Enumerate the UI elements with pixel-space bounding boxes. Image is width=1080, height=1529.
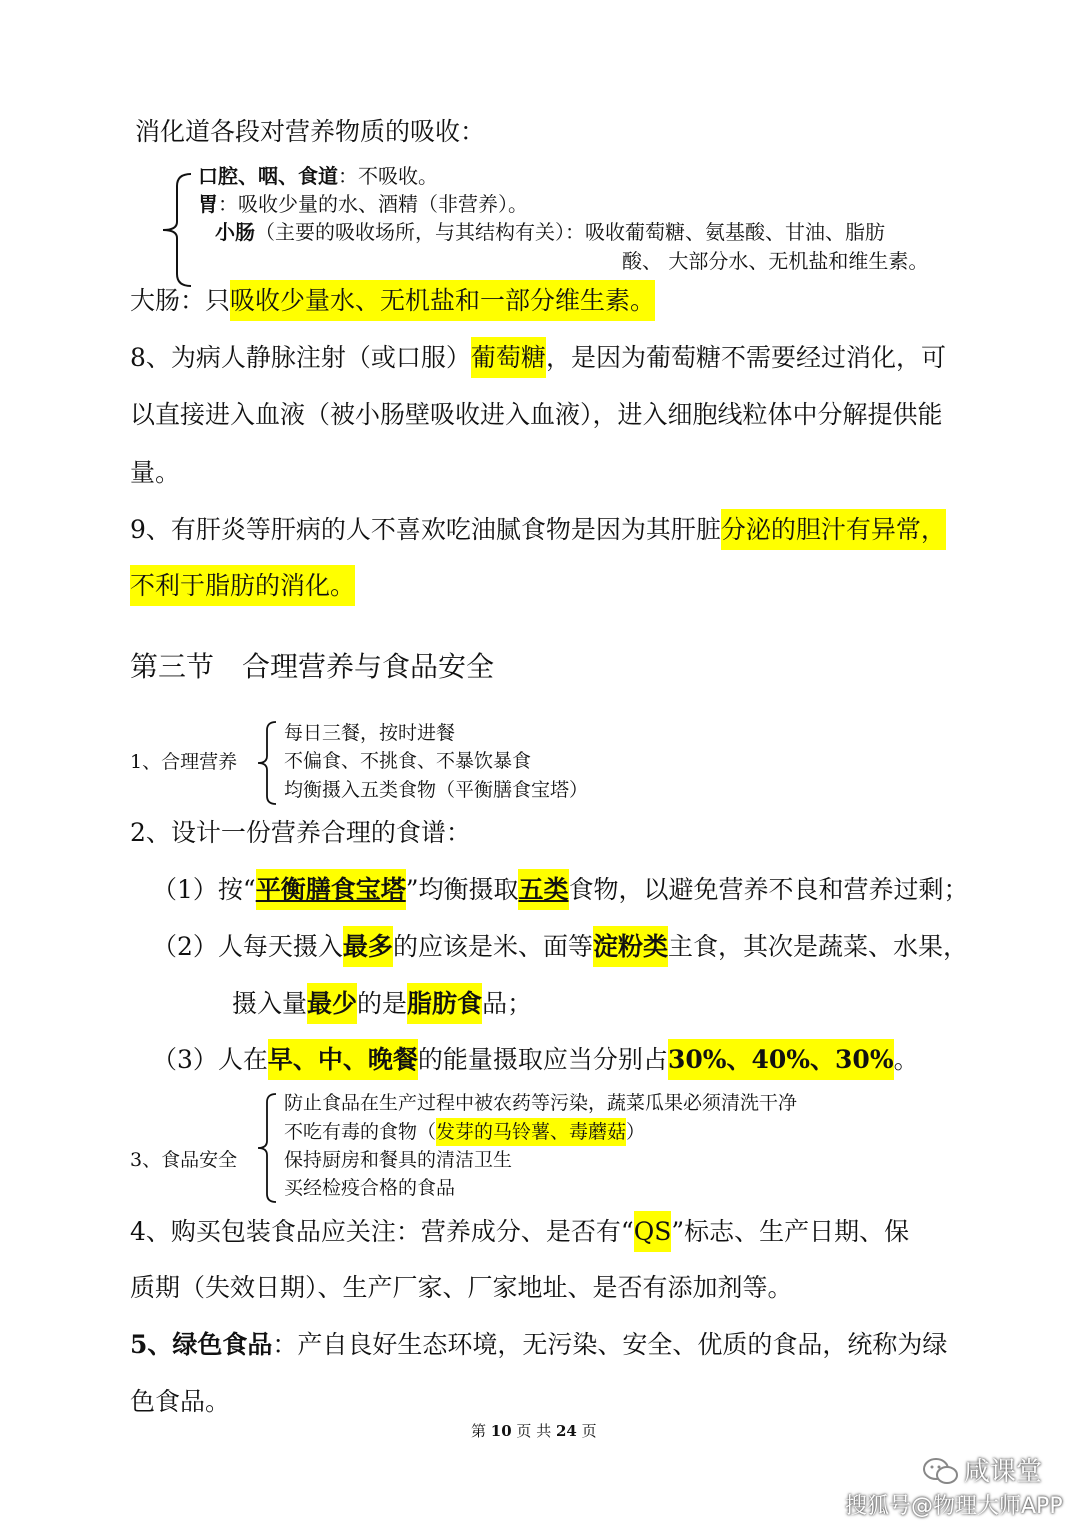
menu-p2-hl3: 最少 (307, 983, 357, 1024)
menu-p2-a: （2）人每天摄入 (152, 932, 343, 961)
nutrition-item-2: 不偏食、不挑食、不暴饮暴食 (284, 750, 532, 772)
footer-page-number: 10 (490, 1422, 512, 1440)
safety-item2-a: 不吃有毒的食物（ (284, 1121, 437, 1143)
stomach-line (198, 190, 528, 218)
menu-p1-c: 食物，以避免营养不良和营养过剩； (568, 875, 969, 904)
menu-p2-c: 主食，其次是蔬菜、水果， (667, 932, 968, 961)
footer-pre: 第 (471, 1422, 491, 1440)
safety-item2-highlight: 发芽的马铃薯、毒蘑菇 (436, 1118, 626, 1146)
large-intestine-highlight: 吸收少量水、无机盐和一部分维生素。 (230, 280, 655, 321)
item9-line1 (130, 513, 946, 547)
menu-p2-d: 摄入量 (232, 989, 308, 1018)
wechat-icon (922, 1457, 960, 1487)
mouth-text: ：不吸收。 (338, 164, 438, 188)
menu-p2-e: 的是 (357, 989, 408, 1018)
menu-point1 (152, 873, 969, 907)
item8-pre: 8、为病人静脉注射（或口服） (130, 343, 471, 372)
item5-text: ：产自良好生态环境，无污染、安全、优质的食品，统称为绿 (272, 1330, 948, 1359)
page-footer (471, 1420, 597, 1441)
item5-label: 5、绿色食品 (130, 1330, 273, 1359)
absorption-title: 消化道各段对营养物质的吸收： (135, 117, 486, 146)
menu-p3-hl2: 30%、40%、30% (668, 1039, 894, 1080)
small-intestine-line2: 酸、 大部分水、无机盐和维生素。 (622, 249, 929, 273)
nutrition-item-1: 每日三餐，按时进餐 (284, 722, 456, 744)
item9-line2 (130, 569, 355, 603)
menu-point2-cont (232, 987, 532, 1021)
item4-post: ”标志、生产日期、保 (671, 1217, 910, 1246)
item5-line1 (130, 1328, 947, 1362)
stomach-label: 胃 (198, 192, 218, 216)
footer-post: 页 (576, 1422, 597, 1440)
menu-p2-hl2: 淀粉类 (593, 926, 668, 967)
item5-line2: 色食品。 (130, 1387, 231, 1416)
item9-pre: 9、有肝炎等肝病的人不喜欢吃油腻食物是因为其肝脏 (130, 515, 721, 544)
menu-p1-hl1: 平衡膳食宝塔 (256, 869, 406, 910)
item4-pre: 4、购买包装食品应关注：营养成分、是否有“ (130, 1217, 634, 1246)
safety-item2-b: ） (626, 1121, 646, 1143)
item4-highlight: QS (634, 1211, 672, 1252)
menu-p1-hl2: 五类 (518, 869, 568, 910)
menu-p3-a: （3）人在 (152, 1045, 268, 1074)
safety-brace (254, 1092, 280, 1204)
menu-title: 2、设计一份营养合理的食谱： (130, 818, 471, 847)
item8-line1 (130, 341, 946, 375)
absorption-brace (155, 172, 195, 288)
item9-highlight1: 分泌的胆汁有异常， (721, 509, 946, 550)
safety-item-1: 防止食品在生产过程中被农药等污染，蔬菜瓜果必须清洗干净 (284, 1092, 798, 1114)
nutrition-brace (254, 720, 280, 806)
menu-p2-hl1: 最多 (343, 926, 393, 967)
watermark-brand: 咸课堂 (964, 1457, 1043, 1487)
item8-line3: 量。 (130, 458, 181, 487)
item8-post: ，是因为葡萄糖不需要经过消化，可 (545, 343, 946, 372)
section-heading: 第三节 合理营养与食品安全 (130, 650, 495, 683)
safety-label: 3、食品安全 (130, 1149, 238, 1171)
large-intestine-line (130, 284, 655, 318)
item8-line2: 以直接进入血液（被小肠壁吸收进入血液），进入细胞线粒体中分解提供能 (130, 400, 943, 429)
menu-p2-f: 品； (482, 989, 533, 1018)
footer-mid: 页 共 (511, 1422, 556, 1440)
safety-item-4: 买经检疫合格的食品 (284, 1177, 456, 1199)
safety-item-3: 保持厨房和餐具的清洁卫生 (284, 1149, 513, 1171)
item4-line1 (130, 1215, 909, 1249)
item8-highlight: 葡萄糖 (471, 337, 546, 378)
nutrition-item-3: 均衡摄入五类食物（平衡膳食宝塔） (284, 779, 589, 801)
menu-p1-b: ”均衡摄取 (405, 875, 519, 904)
safety-item-2 (284, 1119, 645, 1145)
menu-p3-b: 的能量摄取应当分别占 (417, 1045, 668, 1074)
menu-p2-b: 的应该是米、面等 (392, 932, 593, 961)
menu-point3 (152, 1043, 919, 1077)
menu-p3-hl1: 早、中、晚餐 (268, 1039, 418, 1080)
small-intestine-line (215, 218, 885, 246)
large-intestine-prefix: 大肠：只 (130, 286, 231, 315)
item4-line2: 质期（失效日期）、生产厂家、厂家地址、是否有添加剂等。 (130, 1273, 793, 1302)
menu-p2-hl4: 脂肪食 (407, 983, 482, 1024)
menu-point2 (152, 930, 968, 964)
small-intestine-label: 小肠 (215, 220, 255, 244)
nutrition-label: 1、合理营养 (130, 751, 238, 773)
menu-p1-a: （1）按“ (152, 875, 256, 904)
mouth-line (198, 162, 438, 190)
menu-p3-c: 。 (893, 1045, 919, 1074)
footer-total-pages: 24 (555, 1422, 577, 1440)
mouth-label: 口腔、咽、食道 (198, 164, 338, 188)
stomach-text: ：吸收少量的水、酒精（非营养）。 (218, 192, 528, 216)
item9-highlight2: 不利于脂肪的消化。 (130, 565, 355, 606)
small-intestine-text: （主要的吸收场所，与其结构有关）：吸收葡萄糖、氨基酸、甘油、脂肪 (255, 220, 885, 244)
watermark-source: 搜狐号@物理大师APP (845, 1494, 1063, 1519)
